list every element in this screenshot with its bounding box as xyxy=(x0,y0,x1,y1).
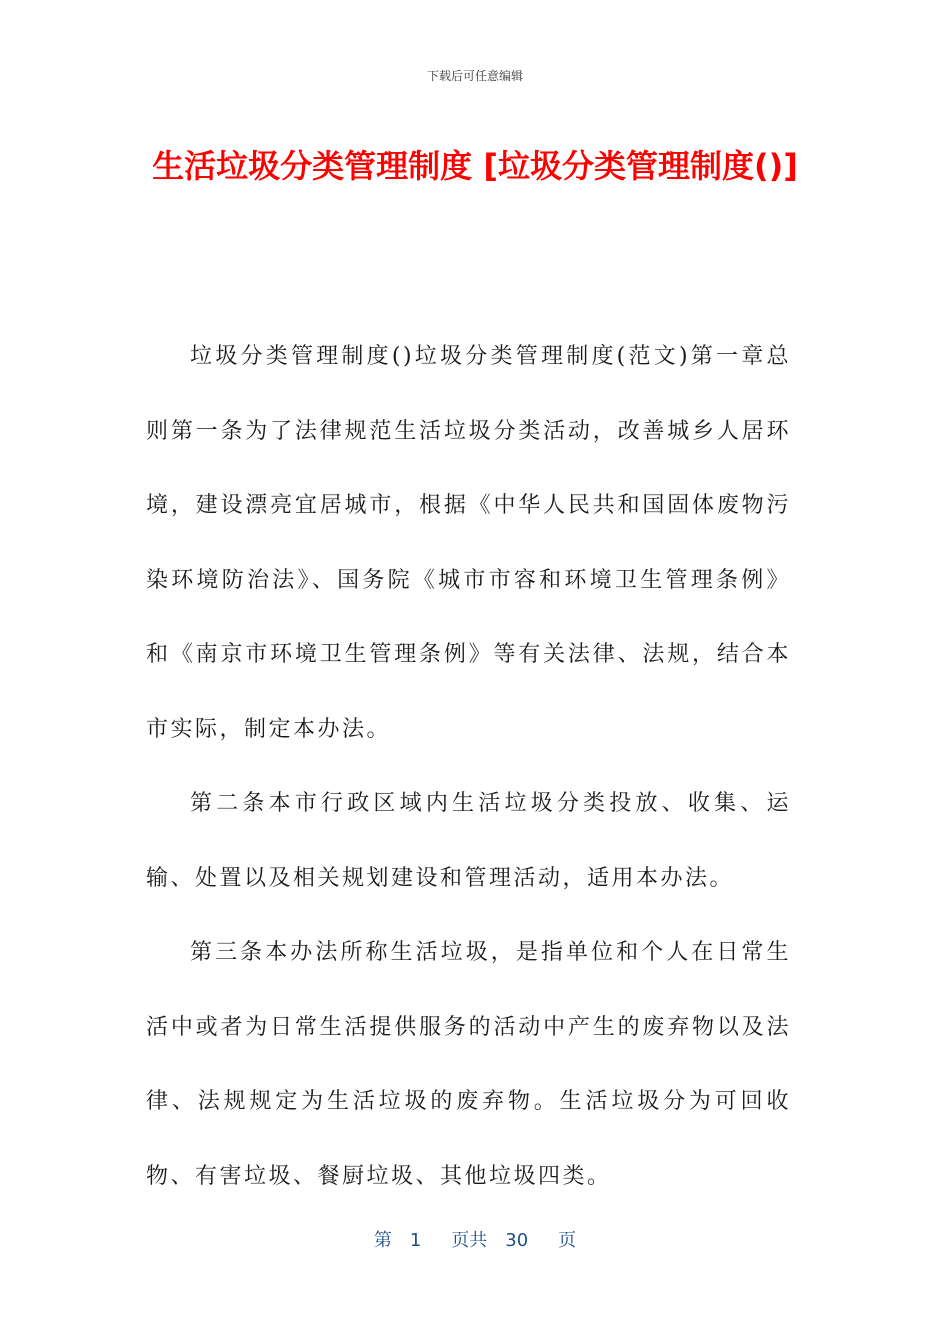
paragraph: 第二条本市行政区域内生活垃圾分类投放、收集、运输、处置以及相关规划建设和管理活动，适用本办法。 xyxy=(146,791,791,891)
footer-prefix: 第 xyxy=(373,1230,392,1251)
paragraph: 垃圾分类管理制度()垃圾分类管理制度(范文)第一章总则第一条为了法律规范生活垃圾分类活动，改善城乡人居环境，建设漂亮宜居城市，根据《中华人民共和国固体废物污染环境防治法》、国务院《城市市容和环境卫生管理条例》和《南京市环境卫生管理条例》等有关法律、法规，结合本市实际，制定本办法。 xyxy=(146,344,791,742)
current-page-number: 1 xyxy=(409,1230,422,1251)
page-footer xyxy=(0,1226,950,1252)
document-body xyxy=(146,320,791,1214)
footer-middle: 页共 xyxy=(451,1230,488,1251)
total-pages-number: 30 xyxy=(505,1230,529,1251)
paragraph: 第三条本办法所称生活垃圾，是指单位和个人在日常生活中或者为日常生活提供服务的活动中产生的废弃物以及法律、法规规定为生活垃圾的废弃物。生活垃圾分为可回收物、有害垃圾、餐厨垃圾、其他垃圾四类。 xyxy=(146,940,791,1189)
header-note: 下载后可任意编辑 xyxy=(426,69,523,83)
document-title: 生活垃圾分类管理制度 [垃圾分类管理制度()] xyxy=(152,147,798,185)
footer-suffix: 页 xyxy=(558,1230,577,1251)
